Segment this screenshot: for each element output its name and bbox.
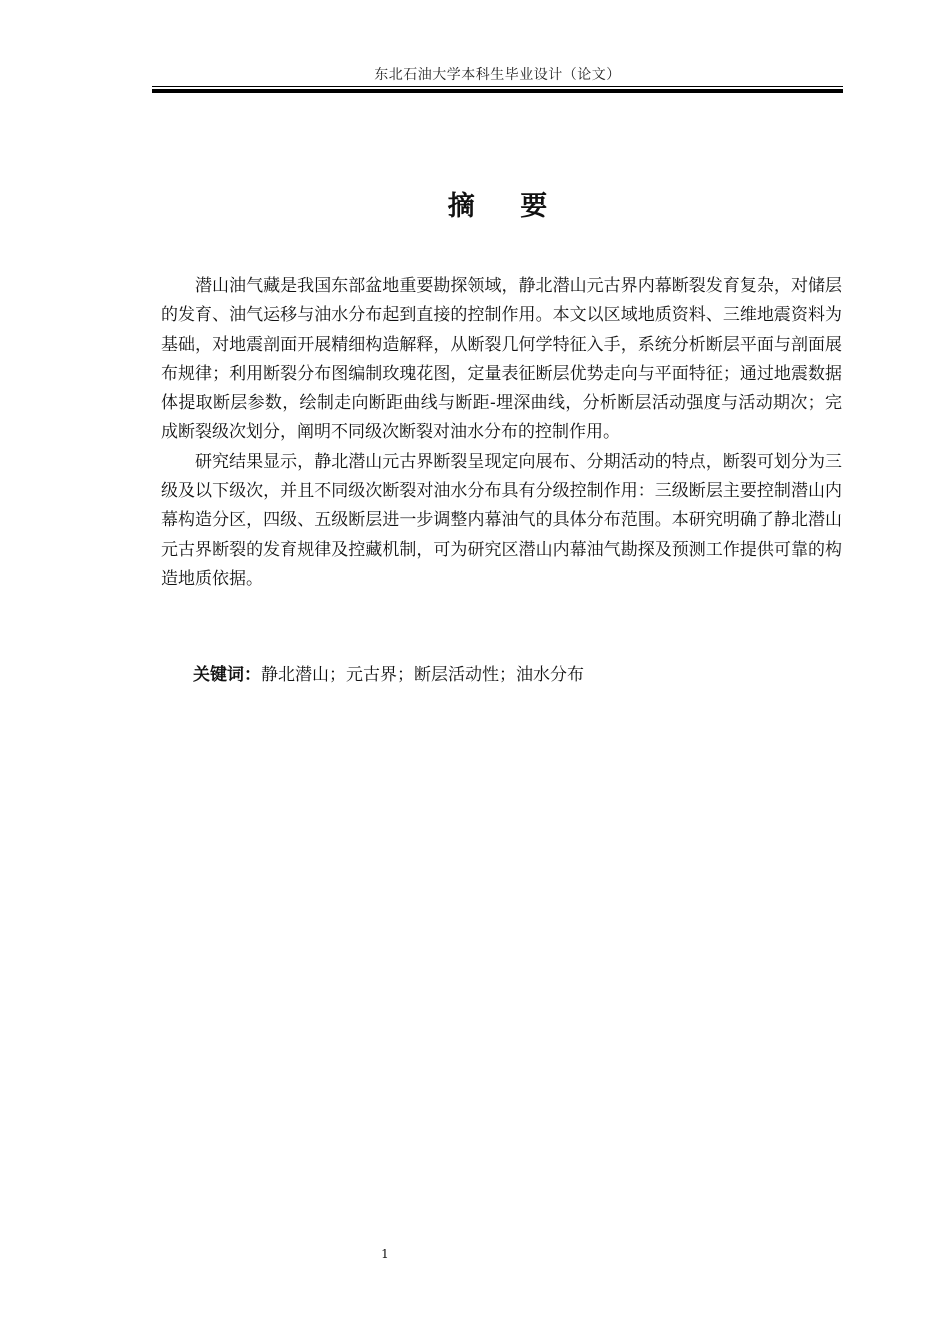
running-header: 东北石油大学本科生毕业设计（论文） [374,67,621,83]
abstract-paragraph-1: 潜山油气藏是我国东部盆地重要勘探领域，静北潜山元古界内幕断裂发育复杂，对储层的发育、油气运移与油水分布起到直接的控制作用。本文以区域地质资料、三维地震资料为基础，对地震剖面开展精细构造解释，从断裂几何学特征入手，系统分析断层平面与剖面展布规律；利用断裂分布图编制玫瑰花图，定量表征断层优势走向与平面特征；通过地震数据体提取断层参数，绘制走向断距曲线与断距-埋深曲线，分析断层活动强度与活动期次；完成断裂级次划分，阐明不同级次断裂对油水分布的控制作用。 [161,276,842,443]
keywords-line [193,663,584,687]
abstract-title: 摘 要 [447,191,566,222]
header-rule-thick [152,89,843,93]
keywords-label: 关键词： [193,665,261,685]
header-rule-thin [152,86,843,87]
page-number: 1 [381,1247,389,1261]
abstract-body [161,272,842,594]
abstract-paragraph-2: 研究结果显示，静北潜山元古界断裂呈现定向展布、分期活动的特点，断裂可划分为三级及以下级次，并且不同级次断裂对油水分布具有分级控制作用：三级断层主要控制潜山内幕构造分区，四级、五级断层进一步调整内幕油气的具体分布范围。本研究明确了静北潜山元古界断裂的发育规律及控藏机制，可为研究区潜山内幕油气勘探及预测工作提供可靠的构造地质依据。 [161,451,842,589]
keywords-text: 静北潜山；元古界；断层活动性；油水分布 [261,665,584,685]
